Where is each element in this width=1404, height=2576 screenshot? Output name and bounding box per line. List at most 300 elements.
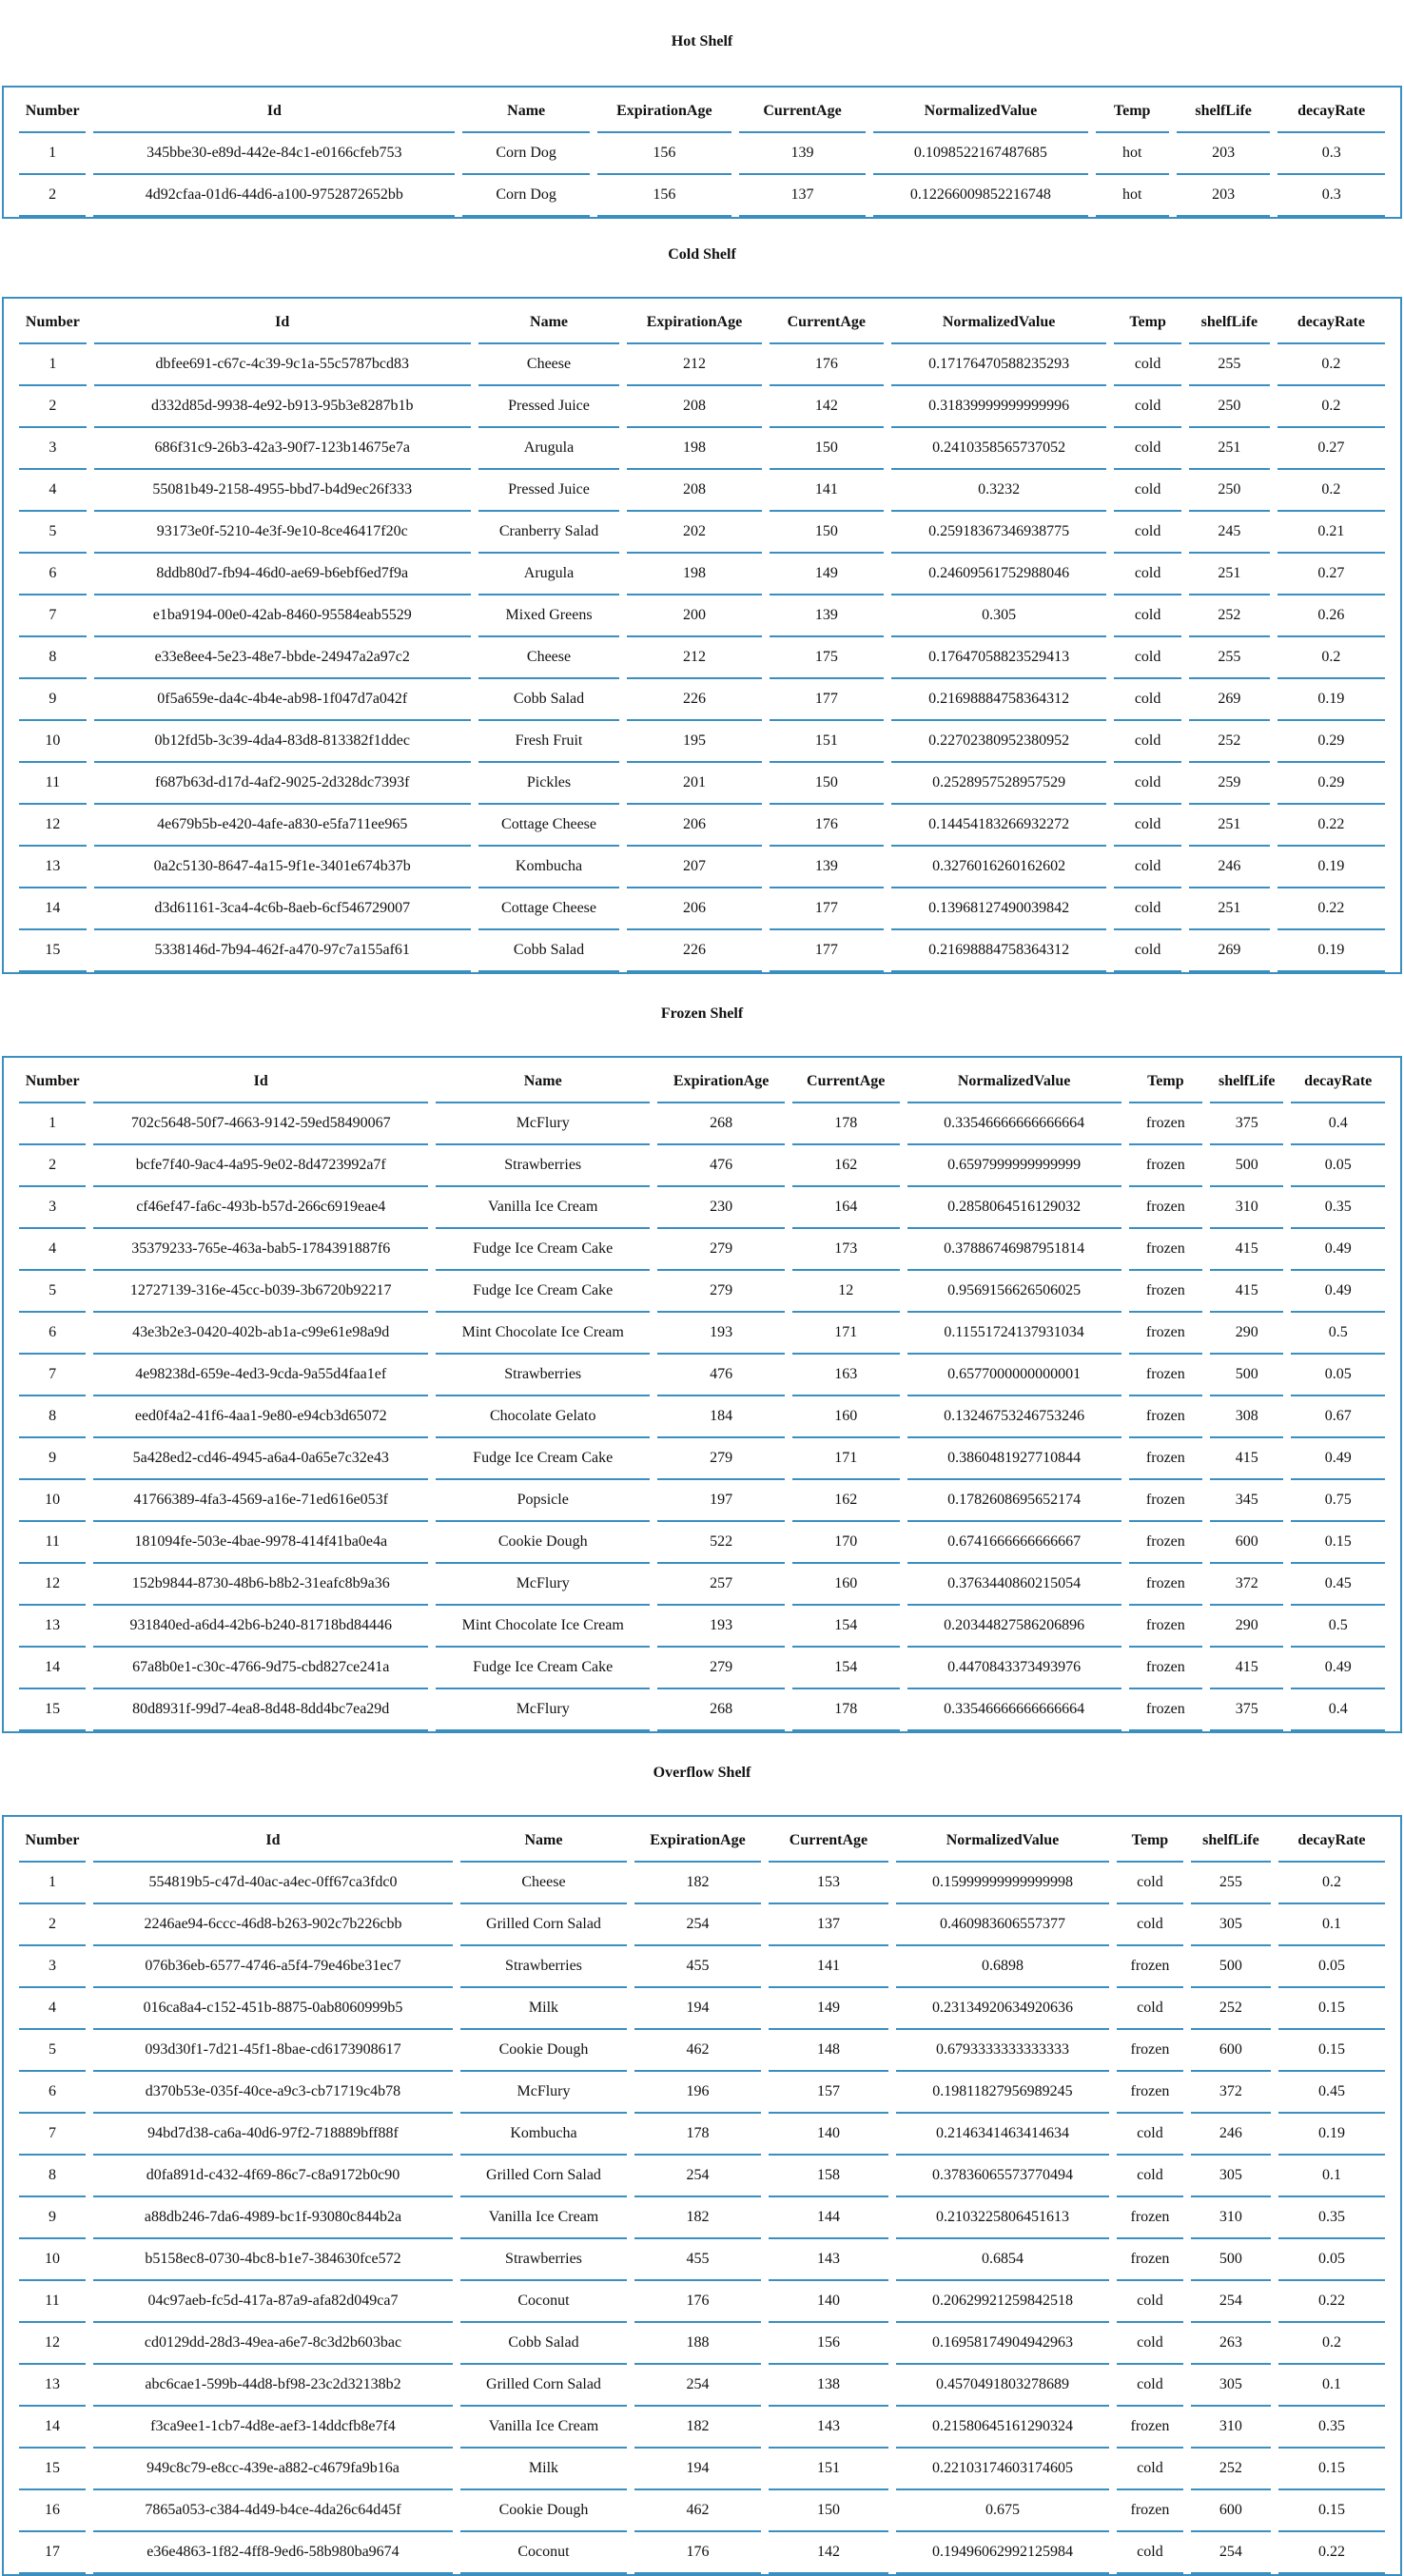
cell-name: Corn Dog	[462, 133, 590, 175]
cell-number: 3	[19, 1946, 86, 1988]
cell-id: 93173e0f-5210-4e3f-9e10-8ce46417f20c	[94, 512, 471, 554]
cell-number: 9	[19, 1438, 86, 1480]
cell-number: 5	[19, 1271, 86, 1313]
cell-shelflife: 305	[1191, 2365, 1271, 2407]
cell-temp: frozen	[1117, 1946, 1183, 1988]
cell-normalizedvalue: 0.21698884758364312	[891, 679, 1106, 721]
column-header-normalizedvalue: NormalizedValue	[891, 302, 1106, 344]
column-header-name: Name	[460, 1821, 627, 1863]
cell-decayrate: 0.19	[1277, 930, 1385, 972]
cell-number: 11	[19, 1522, 86, 1564]
cell-number: 2	[19, 1904, 86, 1946]
cell-id: cd0129dd-28d3-49ea-a6e7-8c3d2b603bac	[93, 2323, 453, 2365]
cell-id: 554819b5-c47d-40ac-a4ec-0ff67ca3fdc0	[93, 1863, 453, 1904]
cell-expirationage: 184	[657, 1396, 785, 1438]
cell-decayrate: 0.21	[1277, 512, 1385, 554]
cell-decayrate: 0.05	[1278, 2239, 1385, 2281]
cell-currentage: 148	[769, 2030, 888, 2072]
cell-number: 11	[19, 763, 87, 805]
cell-number: 6	[19, 1313, 86, 1355]
cell-number: 7	[19, 2114, 86, 2156]
cell-name: Mint Chocolate Ice Cream	[436, 1313, 650, 1355]
column-header-name: Name	[436, 1062, 650, 1103]
cell-id: 702c5648-50f7-4663-9142-59ed58490067	[93, 1103, 428, 1145]
cell-expirationage: 202	[627, 512, 761, 554]
cell-expirationage: 226	[627, 930, 761, 972]
cell-name: Cottage Cheese	[478, 888, 620, 930]
cell-name: McFlury	[460, 2072, 627, 2114]
cell-decayrate: 0.19	[1277, 679, 1385, 721]
cell-number: 1	[19, 344, 87, 386]
column-header-expirationage: ExpirationAge	[597, 91, 731, 133]
cell-normalizedvalue: 0.31839999999999996	[891, 386, 1106, 428]
cell-normalizedvalue: 0.6741666666666667	[907, 1522, 1121, 1564]
table-row	[19, 512, 1385, 554]
cell-expirationage: 257	[657, 1564, 785, 1606]
cell-temp: frozen	[1129, 1396, 1202, 1438]
cell-number: 5	[19, 512, 87, 554]
cell-decayrate: 0.22	[1278, 2281, 1385, 2323]
cell-name: Cookie Dough	[436, 1522, 650, 1564]
cell-normalizedvalue: 0.6597999999999999	[907, 1145, 1121, 1187]
table-row	[19, 1946, 1385, 1988]
cell-number: 15	[19, 930, 87, 972]
cell-shelflife: 305	[1191, 2156, 1271, 2197]
cell-normalizedvalue: 0.675	[896, 2490, 1109, 2532]
cell-number: 14	[19, 1648, 86, 1689]
table-row	[19, 930, 1385, 972]
cell-temp: cold	[1114, 847, 1181, 888]
cell-currentage: 12	[792, 1271, 900, 1313]
cell-currentage: 162	[792, 1480, 900, 1522]
cell-decayrate: 0.26	[1277, 595, 1385, 637]
cell-shelflife: 251	[1189, 428, 1270, 470]
column-header-expirationage: ExpirationAge	[657, 1062, 785, 1103]
hot-shelf-panel	[2, 86, 1402, 219]
cell-currentage: 171	[792, 1313, 900, 1355]
cell-shelflife: 250	[1189, 470, 1270, 512]
cell-name: Vanilla Ice Cream	[460, 2407, 627, 2449]
overflow-shelf-table	[11, 1821, 1393, 2574]
cell-expirationage: 198	[627, 428, 761, 470]
cell-id: e33e8ee4-5e23-48e7-bbde-24947a2a97c2	[94, 637, 471, 679]
cell-temp: cold	[1117, 1904, 1183, 1946]
cell-expirationage: 201	[627, 763, 761, 805]
cell-normalizedvalue: 0.20344827586206896	[907, 1606, 1121, 1648]
cell-temp: frozen	[1117, 2030, 1183, 2072]
column-header-normalizedvalue: NormalizedValue	[896, 1821, 1109, 1863]
cell-id: 0b12fd5b-3c39-4da4-83d8-813382f1ddec	[94, 721, 471, 763]
cell-temp: frozen	[1129, 1648, 1202, 1689]
cell-expirationage: 279	[657, 1438, 785, 1480]
cell-shelflife: 203	[1177, 133, 1270, 175]
cell-id: 55081b49-2158-4955-bbd7-b4d9ec26f333	[94, 470, 471, 512]
cell-expirationage: 268	[657, 1103, 785, 1145]
cell-decayrate: 0.27	[1277, 428, 1385, 470]
cell-name: Mint Chocolate Ice Cream	[436, 1606, 650, 1648]
cell-number: 1	[19, 1863, 86, 1904]
cell-shelflife: 259	[1189, 763, 1270, 805]
table-row	[19, 2490, 1385, 2532]
cell-number: 4	[19, 1988, 86, 2030]
cell-id: b5158ec8-0730-4bc8-b1e7-384630fce572	[93, 2239, 453, 2281]
cell-temp: frozen	[1129, 1229, 1202, 1271]
cell-expirationage: 206	[627, 888, 761, 930]
cell-currentage: 157	[769, 2072, 888, 2114]
cell-temp: frozen	[1117, 2407, 1183, 2449]
cell-number: 12	[19, 2323, 86, 2365]
cell-number: 2	[19, 1145, 86, 1187]
cell-normalizedvalue: 0.21698884758364312	[891, 930, 1106, 972]
cell-name: Vanilla Ice Cream	[436, 1187, 650, 1229]
table-row	[19, 2072, 1385, 2114]
cell-number: 10	[19, 721, 87, 763]
cell-normalizedvalue: 0.9569156626506025	[907, 1271, 1121, 1313]
column-header-number: Number	[19, 1821, 86, 1863]
cell-name: Vanilla Ice Cream	[460, 2197, 627, 2239]
table-row	[19, 1863, 1385, 1904]
cell-expirationage: 212	[627, 344, 761, 386]
cell-decayrate: 0.2	[1278, 1863, 1385, 1904]
column-header-expirationage: ExpirationAge	[634, 1821, 761, 1863]
cell-id: 345bbe30-e89d-442e-84c1-e0166cfeb753	[93, 133, 455, 175]
cell-decayrate: 0.22	[1278, 2532, 1385, 2574]
cell-decayrate: 0.3	[1277, 133, 1385, 175]
cell-expirationage: 268	[657, 1689, 785, 1731]
cell-decayrate: 0.45	[1291, 1564, 1385, 1606]
cell-name: Fudge Ice Cream Cake	[436, 1438, 650, 1480]
cell-normalizedvalue: 0.6898	[896, 1946, 1109, 1988]
cell-normalizedvalue: 0.4570491803278689	[896, 2365, 1109, 2407]
cell-temp: cold	[1117, 1988, 1183, 2030]
column-header-number: Number	[19, 91, 86, 133]
cell-normalizedvalue: 0.13968127490039842	[891, 888, 1106, 930]
column-header-decayrate: decayRate	[1278, 1821, 1385, 1863]
cell-normalizedvalue: 0.21580645161290324	[896, 2407, 1109, 2449]
cell-shelflife: 269	[1189, 679, 1270, 721]
cell-currentage: 158	[769, 2156, 888, 2197]
cell-id: 093d30f1-7d21-45f1-8bae-cd6173908617	[93, 2030, 453, 2072]
cell-id: f3ca9ee1-1cb7-4d8e-aef3-14ddcfb8e7f4	[93, 2407, 453, 2449]
cell-name: Corn Dog	[462, 175, 590, 217]
cell-expirationage: 178	[634, 2114, 761, 2156]
cell-number: 6	[19, 554, 87, 595]
cell-normalizedvalue: 0.22103174603174605	[896, 2449, 1109, 2490]
column-header-currentage: CurrentAge	[769, 1821, 888, 1863]
cell-name: Strawberries	[460, 2239, 627, 2281]
cell-currentage: 137	[769, 1904, 888, 1946]
table-row	[19, 1438, 1385, 1480]
cell-currentage: 154	[792, 1648, 900, 1689]
cell-temp: cold	[1114, 763, 1181, 805]
overflow-shelf-panel	[2, 1815, 1402, 2576]
cell-shelflife: 500	[1210, 1355, 1283, 1396]
cell-shelflife: 269	[1189, 930, 1270, 972]
table-row	[19, 1904, 1385, 1946]
cell-decayrate: 0.2	[1277, 470, 1385, 512]
table-row	[19, 344, 1385, 386]
cell-name: Pickles	[478, 763, 620, 805]
cell-expirationage: 522	[657, 1522, 785, 1564]
column-header-temp: Temp	[1117, 1821, 1183, 1863]
cell-normalizedvalue: 0.17647058823529413	[891, 637, 1106, 679]
cell-number: 14	[19, 2407, 86, 2449]
cell-shelflife: 246	[1191, 2114, 1271, 2156]
table-row	[19, 1187, 1385, 1229]
cell-temp: frozen	[1129, 1438, 1202, 1480]
cell-shelflife: 251	[1189, 888, 1270, 930]
cell-name: Milk	[460, 2449, 627, 2490]
table-row	[19, 1355, 1385, 1396]
cell-shelflife: 255	[1191, 1863, 1271, 1904]
table-row	[19, 1396, 1385, 1438]
cell-number: 14	[19, 888, 87, 930]
cell-normalizedvalue: 0.15999999999999998	[896, 1863, 1109, 1904]
table-row	[19, 428, 1385, 470]
cell-currentage: 177	[770, 888, 884, 930]
table-row	[19, 2156, 1385, 2197]
cell-expirationage: 279	[657, 1648, 785, 1689]
cell-normalizedvalue: 0.33546666666666664	[907, 1689, 1121, 1731]
column-header-currentage: CurrentAge	[792, 1062, 900, 1103]
cell-currentage: 150	[770, 428, 884, 470]
cell-shelflife: 500	[1191, 2239, 1271, 2281]
cell-currentage: 153	[769, 1863, 888, 1904]
cell-temp: cold	[1114, 888, 1181, 930]
cell-expirationage: 182	[634, 2407, 761, 2449]
cell-name: Popsicle	[436, 1480, 650, 1522]
cell-name: Fudge Ice Cream Cake	[436, 1271, 650, 1313]
cell-expirationage: 476	[657, 1145, 785, 1187]
cell-expirationage: 196	[634, 2072, 761, 2114]
cell-name: Pressed Juice	[478, 386, 620, 428]
cell-id: d332d85d-9938-4e92-b913-95b3e8287b1b	[94, 386, 471, 428]
cell-temp: cold	[1114, 930, 1181, 972]
table-row	[19, 595, 1385, 637]
cell-normalizedvalue: 0.14454183266932272	[891, 805, 1106, 847]
cell-currentage: 142	[770, 386, 884, 428]
cell-currentage: 140	[769, 2281, 888, 2323]
cell-decayrate: 0.29	[1277, 721, 1385, 763]
cell-temp: cold	[1114, 679, 1181, 721]
cell-currentage: 151	[769, 2449, 888, 2490]
cold-shelf-title: Cold Shelf	[668, 246, 736, 263]
cell-decayrate: 0.3	[1277, 175, 1385, 217]
cell-id: 43e3b2e3-0420-402b-ab1a-c99e61e98a9d	[93, 1313, 428, 1355]
column-header-shelflife: shelfLife	[1189, 302, 1270, 344]
cell-currentage: 149	[770, 554, 884, 595]
cell-expirationage: 207	[627, 847, 761, 888]
cell-id: 67a8b0e1-c30c-4766-9d75-cbd827ce241a	[93, 1648, 428, 1689]
table-row	[19, 1689, 1385, 1731]
cell-expirationage: 194	[634, 1988, 761, 2030]
table-row	[19, 2407, 1385, 2449]
column-header-shelflife: shelfLife	[1177, 91, 1270, 133]
cell-name: Cottage Cheese	[478, 805, 620, 847]
cell-decayrate: 0.22	[1277, 888, 1385, 930]
cell-decayrate: 0.1	[1278, 1904, 1385, 1946]
cell-decayrate: 0.05	[1291, 1355, 1385, 1396]
cell-temp: frozen	[1129, 1480, 1202, 1522]
cell-shelflife: 290	[1210, 1606, 1283, 1648]
cell-name: Strawberries	[436, 1355, 650, 1396]
cell-id: 152b9844-8730-48b6-b8b2-31eafc8b9a36	[93, 1564, 428, 1606]
cell-shelflife: 305	[1191, 1904, 1271, 1946]
cell-normalizedvalue: 0.3763440860215054	[907, 1564, 1121, 1606]
cell-decayrate: 0.45	[1278, 2072, 1385, 2114]
table-row	[19, 1145, 1385, 1187]
cell-name: Cobb Salad	[478, 679, 620, 721]
column-header-currentage: CurrentAge	[739, 91, 867, 133]
cell-shelflife: 310	[1191, 2197, 1271, 2239]
cell-temp: frozen	[1129, 1187, 1202, 1229]
cell-decayrate: 0.15	[1278, 1988, 1385, 2030]
cell-expirationage: 197	[657, 1480, 785, 1522]
cell-number: 10	[19, 1480, 86, 1522]
cell-normalizedvalue: 0.22702380952380952	[891, 721, 1106, 763]
cell-currentage: 163	[792, 1355, 900, 1396]
table-row	[19, 470, 1385, 512]
cell-id: 4e98238d-659e-4ed3-9cda-9a55d4faa1ef	[93, 1355, 428, 1396]
table-row	[19, 2449, 1385, 2490]
table-row	[19, 2365, 1385, 2407]
table-row	[19, 1229, 1385, 1271]
column-header-normalizedvalue: NormalizedValue	[907, 1062, 1121, 1103]
cell-expirationage: 212	[627, 637, 761, 679]
cell-temp: hot	[1096, 175, 1169, 217]
cell-decayrate: 0.75	[1291, 1480, 1385, 1522]
cell-expirationage: 462	[634, 2030, 761, 2072]
cell-temp: cold	[1114, 805, 1181, 847]
cell-decayrate: 0.2	[1277, 344, 1385, 386]
cell-expirationage: 279	[657, 1229, 785, 1271]
cell-expirationage: 230	[657, 1187, 785, 1229]
cell-normalizedvalue: 0.33546666666666664	[907, 1103, 1121, 1145]
cell-id: 0f5a659e-da4c-4b4e-ab98-1f047d7a042f	[94, 679, 471, 721]
cell-currentage: 176	[770, 805, 884, 847]
cell-name: Fudge Ice Cream Cake	[436, 1648, 650, 1689]
cell-normalizedvalue: 0.2410358565737052	[891, 428, 1106, 470]
cell-id: 4d92cfaa-01d6-44d6-a100-9752872652bb	[93, 175, 455, 217]
cell-normalizedvalue: 0.2146341463414634	[896, 2114, 1109, 2156]
cell-shelflife: 310	[1210, 1187, 1283, 1229]
cell-temp: frozen	[1129, 1145, 1202, 1187]
cell-number: 6	[19, 2072, 86, 2114]
table-header-row	[19, 91, 1385, 133]
cell-decayrate: 0.29	[1277, 763, 1385, 805]
cell-number: 4	[19, 1229, 86, 1271]
column-header-decayrate: decayRate	[1291, 1062, 1385, 1103]
cell-temp: cold	[1114, 512, 1181, 554]
cell-shelflife: 254	[1191, 2281, 1271, 2323]
cell-name: Cheese	[478, 637, 620, 679]
cell-shelflife: 252	[1189, 595, 1270, 637]
cell-currentage: 144	[769, 2197, 888, 2239]
cell-temp: frozen	[1129, 1522, 1202, 1564]
cell-expirationage: 176	[634, 2281, 761, 2323]
cell-id: bcfe7f40-9ac4-4a95-9e02-8d4723992a7f	[93, 1145, 428, 1187]
cell-temp: frozen	[1129, 1355, 1202, 1396]
cell-currentage: 177	[770, 930, 884, 972]
cell-decayrate: 0.05	[1291, 1145, 1385, 1187]
cell-number: 5	[19, 2030, 86, 2072]
cell-shelflife: 345	[1210, 1480, 1283, 1522]
cell-expirationage: 156	[597, 133, 731, 175]
cell-id: f687b63d-d17d-4af2-9025-2d328dc7393f	[94, 763, 471, 805]
cell-id: 5338146d-7b94-462f-a470-97c7a155af61	[94, 930, 471, 972]
cell-expirationage: 194	[634, 2449, 761, 2490]
cell-temp: cold	[1117, 2114, 1183, 2156]
cell-number: 1	[19, 1103, 86, 1145]
cell-id: 181094fe-503e-4bae-9978-414f41ba0e4a	[93, 1522, 428, 1564]
cell-expirationage: 176	[634, 2532, 761, 2574]
cell-normalizedvalue: 0.6854	[896, 2239, 1109, 2281]
cell-decayrate: 0.2	[1277, 637, 1385, 679]
column-header-shelflife: shelfLife	[1191, 1821, 1271, 1863]
cell-shelflife: 263	[1191, 2323, 1271, 2365]
cell-number: 2	[19, 175, 86, 217]
table-row	[19, 1480, 1385, 1522]
cell-number: 13	[19, 2365, 86, 2407]
cell-expirationage: 198	[627, 554, 761, 595]
cell-shelflife: 290	[1210, 1313, 1283, 1355]
cell-normalizedvalue: 0.13246753246753246	[907, 1396, 1121, 1438]
cell-id: 35379233-765e-463a-bab5-1784391887f6	[93, 1229, 428, 1271]
cell-number: 4	[19, 470, 87, 512]
cell-normalizedvalue: 0.16958174904942963	[896, 2323, 1109, 2365]
cell-currentage: 139	[770, 595, 884, 637]
cell-name: Fresh Fruit	[478, 721, 620, 763]
cell-shelflife: 255	[1189, 344, 1270, 386]
cell-normalizedvalue: 0.17176470588235293	[891, 344, 1106, 386]
cell-normalizedvalue: 0.2858064516129032	[907, 1187, 1121, 1229]
column-header-normalizedvalue: NormalizedValue	[873, 91, 1087, 133]
table-row	[19, 1313, 1385, 1355]
cell-expirationage: 188	[634, 2323, 761, 2365]
column-header-id: Id	[93, 1821, 453, 1863]
cell-expirationage: 455	[634, 2239, 761, 2281]
table-row	[19, 1271, 1385, 1313]
cell-number: 7	[19, 595, 87, 637]
cell-number: 7	[19, 1355, 86, 1396]
cell-id: 8ddb80d7-fb94-46d0-ae69-b6ebf6ed7f9a	[94, 554, 471, 595]
cell-shelflife: 372	[1191, 2072, 1271, 2114]
column-header-id: Id	[93, 1062, 428, 1103]
cell-normalizedvalue: 0.2528957528957529	[891, 763, 1106, 805]
cell-id: 94bd7d38-ca6a-40d6-97f2-718889bff88f	[93, 2114, 453, 2156]
table-row	[19, 1522, 1385, 1564]
cold-shelf-panel	[2, 297, 1402, 974]
cell-id: dbfee691-c67c-4c39-9c1a-55c5787bcd83	[94, 344, 471, 386]
cell-currentage: 140	[769, 2114, 888, 2156]
table-row	[19, 2239, 1385, 2281]
cell-shelflife: 375	[1210, 1103, 1283, 1145]
cell-currentage: 138	[769, 2365, 888, 2407]
cell-name: Cobb Salad	[478, 930, 620, 972]
table-header-row	[19, 302, 1385, 344]
cell-decayrate: 0.2	[1278, 2323, 1385, 2365]
cell-currentage: 170	[792, 1522, 900, 1564]
cell-currentage: 160	[792, 1564, 900, 1606]
cell-shelflife: 600	[1191, 2030, 1271, 2072]
cell-currentage: 150	[770, 763, 884, 805]
cell-name: Kombucha	[460, 2114, 627, 2156]
table-row	[19, 2323, 1385, 2365]
cell-name: Cobb Salad	[460, 2323, 627, 2365]
cell-id: 016ca8a4-c152-451b-8875-0ab8060999b5	[93, 1988, 453, 2030]
table-row	[19, 2030, 1385, 2072]
cell-id: d370b53e-035f-40ce-a9c3-cb71719c4b78	[93, 2072, 453, 2114]
